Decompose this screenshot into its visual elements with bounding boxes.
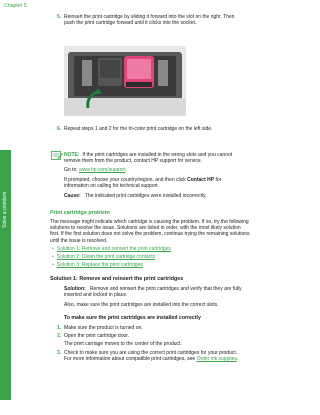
procedure-heading: To make sure the print cartridges are installed correctly [64,315,201,321]
solution-1-note: Also, make sure the print cartridges are installed into the correct slots. [64,302,219,308]
section-heading: Print cartridge problem [50,210,110,216]
chapter-label: Chapter 5 [4,3,27,9]
order-ink-supplies-link[interactable]: Order ink supplies [196,356,237,363]
list-item: • Solution 1: Remove and reinsert the print cartridges [52,246,171,252]
step-5 [57,14,286,27]
step-text: push the print cartridge forward until it clicks into the socket. [64,20,197,27]
solution-1-link[interactable]: Solution 1: Remove and reinsert the print cartridges [56,246,171,252]
step-6 [57,126,286,132]
problem-paragraph: The message might indicate which cartridge is causing the problem. If so, try the following solutions to resolve the issue. Solutions are listed in order, with the most likely solution first. If the first solution does not solve the problem, continue trying the remaining solutions until the issue is resolved. [50,219,250,244]
step-text: Reinsert the print cartridge by sliding it forward into the slot on the right. Then [64,14,235,20]
cause-line [64,193,207,199]
note-label: NOTE: [64,152,80,158]
note-contact: If prompted, choose your country/region, and then click Contact HP for information on calling for technical support. [64,177,222,190]
procedure-step-3: 3. Check to make sure you are using the correct print cartridges for your product. For more information about compatible print cartridges, see Order ink supplies. [57,350,239,363]
step-number: 5. [57,14,62,20]
solution-1-heading: Solution 1: Remove and reinsert the print cartridges [50,276,184,282]
note-icon [51,151,63,160]
solution-1-text: Solution: Remove and reinsert the print cartridges and verify that they are fully inserted and locked in place. [64,286,242,299]
solution-3-link[interactable]: Solution 3: Replace the print cartridges [56,262,143,268]
procedure-step-1: 1. Make sure the product is turned on. [57,325,143,331]
solution-2-link[interactable]: Solution 2: Clean the print cartridge contacts [56,254,156,260]
note-goto: Go to: www.hp.com/support. [64,167,127,173]
procedure-step-2: 2. Open the print cartridge door. [57,333,130,339]
procedure-step-2-detail: The print carriage moves to the center of the product. [64,341,182,347]
list-item: • Solution 3: Replace the print cartridges [52,262,143,268]
cartridge-insertion-photo [64,46,186,116]
contact-hp-label: Contact HP [187,177,215,183]
list-item: • Solution 2: Clean the print cartridge contacts [52,254,156,260]
step-text: Repeat steps 1 and 2 for the tri-color print cartridge on the left side. [64,126,213,132]
step-number: 6. [57,126,62,132]
cause-label: Cause: [64,193,81,199]
side-tab-label: Solve a problem [2,191,8,228]
note-text: NOTE: If the print cartridges are installed in the wrong slots and you cannot remove them from the product, contact HP support for service. [64,152,233,165]
cause-text: The indicated print cartridges were installed incorrectly. [84,193,207,199]
solution-label: Solution: [64,286,86,292]
support-link[interactable]: www.hp.com/support [79,167,126,173]
